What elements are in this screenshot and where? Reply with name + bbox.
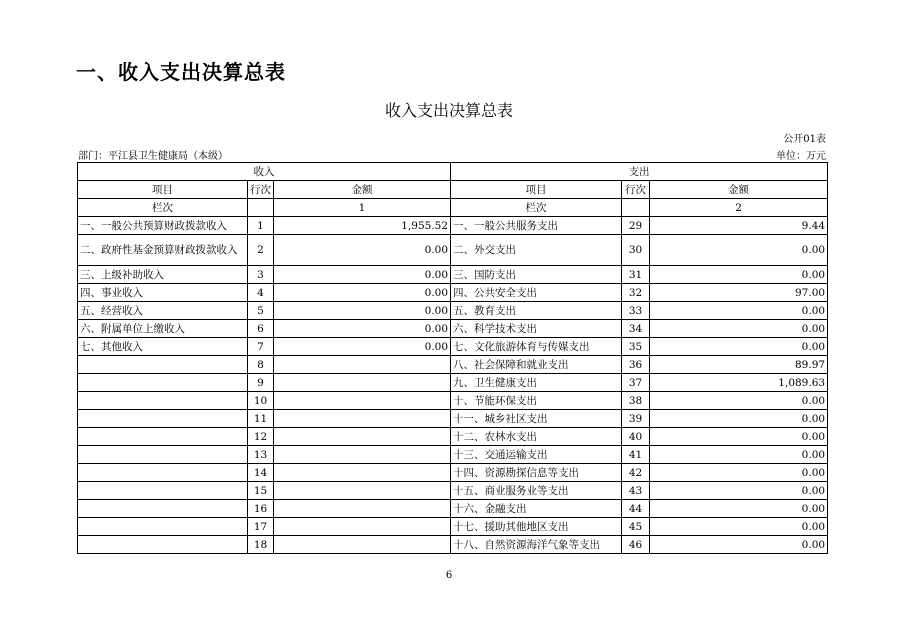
income-line-cell: 1 [248, 217, 274, 235]
income-amount-cell [274, 410, 451, 428]
expense-line-cell: 41 [622, 446, 650, 464]
expense-line-cell: 36 [622, 356, 650, 374]
income-amount-cell: 0.00 [274, 338, 451, 356]
expense-item-cell: 五、教育支出 [451, 302, 622, 320]
expense-item-cell: 七、文化旅游体育与传媒支出 [451, 338, 622, 356]
table-row [78, 446, 828, 464]
income-item-cell [78, 464, 248, 482]
expense-item-cell: 十、节能环保支出 [451, 392, 622, 410]
expense-item-cell: 一、一般公共服务支出 [451, 217, 622, 235]
income-item-cell: 二、政府性基金预算财政拨款收入 [78, 235, 248, 266]
table-row [78, 500, 828, 518]
income-amount-cell [274, 482, 451, 500]
table-row [78, 235, 828, 266]
page-number: 6 [445, 570, 453, 581]
expense-amount-cell: 0.00 [650, 392, 828, 410]
income-amount-cell [274, 464, 451, 482]
income-item-cell: 七、其他收入 [78, 338, 248, 356]
income-line-cell: 13 [248, 446, 274, 464]
expense-amount-cell: 0.00 [650, 518, 828, 536]
expense-item-cell: 十五、商业服务业等支出 [451, 482, 622, 500]
expense-header: 支出 [451, 163, 828, 181]
expense-item-cell: 四、公共安全支出 [451, 284, 622, 302]
income-amount-cell: 0.00 [274, 302, 451, 320]
income-item-cell [78, 500, 248, 518]
income-line-cell: 12 [248, 428, 274, 446]
income-item-cell [78, 374, 248, 392]
expense-item-cell: 三、国防支出 [451, 266, 622, 284]
table-row [78, 302, 828, 320]
expense-item-cell: 十一、城乡社区支出 [451, 410, 622, 428]
income-amount-cell [274, 518, 451, 536]
expense-item-cell: 二、外交支出 [451, 235, 622, 266]
expense-item-cell: 十四、资源勘探信息等支出 [451, 464, 622, 482]
income-line-cell: 14 [248, 464, 274, 482]
expense-line-cell: 45 [622, 518, 650, 536]
income-item-cell [78, 356, 248, 374]
table-row [78, 338, 828, 356]
income-item-cell [78, 518, 248, 536]
income-line-header: 行次 [248, 181, 274, 199]
expense-item-cell: 九、卫生健康支出 [451, 374, 622, 392]
expense-line-cell: 33 [622, 302, 650, 320]
expense-amount-cell: 0.00 [650, 320, 828, 338]
expense-line-cell: 42 [622, 464, 650, 482]
table-row [78, 428, 828, 446]
income-header: 收入 [78, 163, 451, 181]
expense-line-cell: 32 [622, 284, 650, 302]
table-row [78, 266, 828, 284]
table-row [78, 374, 828, 392]
table-row [78, 518, 828, 536]
table-row [78, 320, 828, 338]
expense-amount-cell: 97.00 [650, 284, 828, 302]
expense-line-cell: 38 [622, 392, 650, 410]
expense-item-cell: 六、科学技术支出 [451, 320, 622, 338]
income-column-label: 栏次 [78, 199, 248, 217]
income-amount-cell [274, 374, 451, 392]
expense-column-line [622, 199, 650, 217]
income-line-cell: 9 [248, 374, 274, 392]
income-line-cell: 6 [248, 320, 274, 338]
expense-line-cell: 35 [622, 338, 650, 356]
expense-item-cell: 十八、自然资源海洋气象等支出 [451, 536, 622, 554]
table-row [78, 482, 828, 500]
expense-amount-cell: 0.00 [650, 428, 828, 446]
income-line-cell: 15 [248, 482, 274, 500]
section-heading: 一、收入支出决算总表 [76, 60, 286, 84]
table-body [78, 217, 828, 554]
expense-amount-cell: 0.00 [650, 464, 828, 482]
table-row [78, 217, 828, 235]
table-row [78, 536, 828, 554]
income-item-cell: 一、一般公共预算财政拨款收入 [78, 217, 248, 235]
income-line-cell: 4 [248, 284, 274, 302]
expense-item-cell: 十六、金融支出 [451, 500, 622, 518]
income-item-cell: 三、上级补助收入 [78, 266, 248, 284]
header-row-sections [78, 163, 828, 181]
income-expense-table [77, 162, 828, 554]
table-row [78, 410, 828, 428]
department-label: 部门：平江县卫生健康局（本级） [78, 151, 228, 162]
income-line-cell: 10 [248, 392, 274, 410]
income-item-cell [78, 428, 248, 446]
expense-amount-header: 金额 [650, 181, 828, 199]
expense-amount-cell: 0.00 [650, 302, 828, 320]
table-row [78, 356, 828, 374]
table-title: 收入支出决算总表 [384, 101, 513, 120]
expense-amount-cell: 0.00 [650, 536, 828, 554]
expense-line-cell: 30 [622, 235, 650, 266]
income-line-cell: 16 [248, 500, 274, 518]
expense-column-label: 栏次 [451, 199, 622, 217]
expense-amount-cell: 9.44 [650, 217, 828, 235]
income-item-cell [78, 482, 248, 500]
expense-amount-cell: 0.00 [650, 500, 828, 518]
expense-line-cell: 37 [622, 374, 650, 392]
income-item-cell: 六、附属单位上缴收入 [78, 320, 248, 338]
expense-line-cell: 43 [622, 482, 650, 500]
income-line-cell: 8 [248, 356, 274, 374]
income-line-cell: 18 [248, 536, 274, 554]
expense-line-cell: 34 [622, 320, 650, 338]
income-line-cell: 17 [248, 518, 274, 536]
expense-amount-cell: 89.97 [650, 356, 828, 374]
expense-line-header: 行次 [622, 181, 650, 199]
income-line-cell: 11 [248, 410, 274, 428]
income-line-cell: 5 [248, 302, 274, 320]
expense-line-cell: 31 [622, 266, 650, 284]
income-line-cell: 2 [248, 235, 274, 266]
unit-label: 单位：万元 [776, 151, 826, 162]
expense-item-cell: 八、社会保障和就业支出 [451, 356, 622, 374]
expense-item-cell: 十三、交通运输支出 [451, 446, 622, 464]
expense-line-cell: 40 [622, 428, 650, 446]
income-amount-cell: 1,955.52 [274, 217, 451, 235]
income-column-line [248, 199, 274, 217]
table-row [78, 284, 828, 302]
expense-line-cell: 46 [622, 536, 650, 554]
income-item-cell: 五、经营收入 [78, 302, 248, 320]
expense-amount-cell: 0.00 [650, 410, 828, 428]
expense-column-number: 2 [650, 199, 828, 217]
expense-item-cell: 十七、援助其他地区支出 [451, 518, 622, 536]
income-item-header: 项目 [78, 181, 248, 199]
table-row [78, 464, 828, 482]
expense-line-cell: 44 [622, 500, 650, 518]
expense-line-cell: 39 [622, 410, 650, 428]
income-amount-cell [274, 500, 451, 518]
income-item-cell [78, 410, 248, 428]
income-amount-cell [274, 392, 451, 410]
expense-item-cell: 十二、农林水支出 [451, 428, 622, 446]
income-item-cell [78, 392, 248, 410]
income-item-cell: 四、事业收入 [78, 284, 248, 302]
expense-line-cell: 29 [622, 217, 650, 235]
expense-item-header: 项目 [451, 181, 622, 199]
income-amount-cell: 0.00 [274, 284, 451, 302]
income-item-cell [78, 536, 248, 554]
table-row [78, 392, 828, 410]
income-amount-cell [274, 536, 451, 554]
income-amount-cell [274, 428, 451, 446]
income-amount-cell: 0.00 [274, 320, 451, 338]
income-amount-cell: 0.00 [274, 235, 451, 266]
expense-amount-cell: 0.00 [650, 338, 828, 356]
expense-amount-cell: 0.00 [650, 235, 828, 266]
header-row-columns [78, 181, 828, 199]
expense-amount-cell: 0.00 [650, 482, 828, 500]
header-row-column-index [78, 199, 828, 217]
income-item-cell [78, 446, 248, 464]
income-amount-header: 金额 [274, 181, 451, 199]
income-amount-cell: 0.00 [274, 266, 451, 284]
income-amount-cell [274, 446, 451, 464]
expense-amount-cell: 0.00 [650, 266, 828, 284]
expense-amount-cell: 0.00 [650, 446, 828, 464]
income-line-cell: 3 [248, 266, 274, 284]
table-number: 公开01表 [783, 134, 826, 145]
income-amount-cell [274, 356, 451, 374]
income-column-number: 1 [274, 199, 451, 217]
income-line-cell: 7 [248, 338, 274, 356]
expense-amount-cell: 1,089.63 [650, 374, 828, 392]
